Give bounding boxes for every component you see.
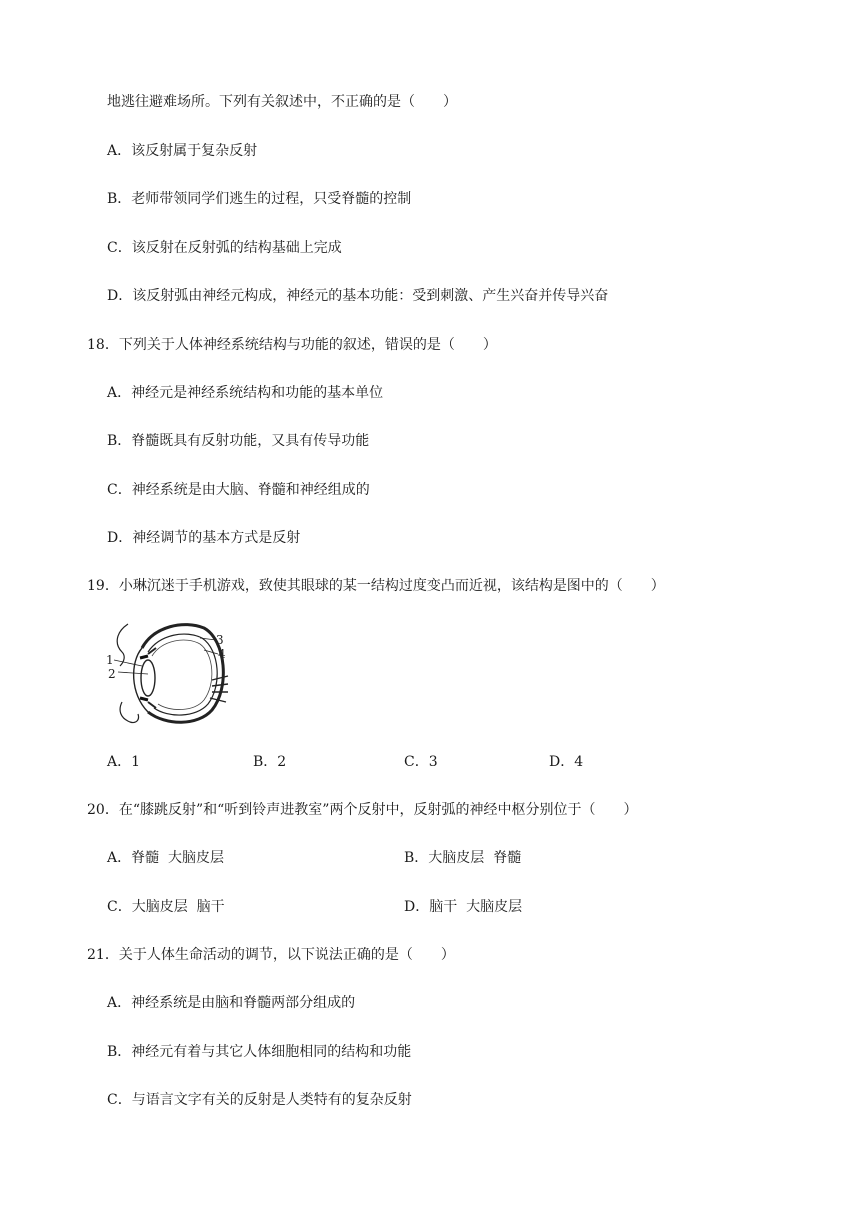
q21-option-c[interactable]: C．与语言文字有关的反射是人类特有的复杂反射 [107, 1092, 412, 1108]
q20-option-c[interactable]: C．大脑皮层 脑干 [107, 899, 225, 915]
q20-option-a[interactable]: A．脊髓 大脑皮层 [107, 850, 225, 866]
diagram-label-1: 1 [106, 653, 114, 667]
q21-option-a[interactable]: A．神经系统是由脑和脊髓两部分组成的 [107, 995, 356, 1011]
q20-option-d[interactable]: D．脑干 大脑皮层 [404, 899, 523, 915]
question-21-stem: 21．关于人体生命活动的调节，以下说法正确的是（ ） [87, 947, 455, 963]
q20-option-b[interactable]: B．大脑皮层 脊髓 [404, 850, 522, 866]
question-19-stem: 19．小琳沉迷于手机游戏，致使其眼球的某一结构过度变凸而近视，该结构是图中的（ ） [87, 578, 665, 594]
q18-option-a[interactable]: A．神经元是神经系统结构和功能的基本单位 [107, 385, 384, 401]
q17-option-c[interactable]: C．该反射在反射弧的结构基础上完成 [107, 240, 342, 256]
question-18-stem: 18．下列关于人体神经系统结构与功能的叙述，错误的是（ ） [87, 337, 497, 353]
question-17-continuation: 地逃往避难场所。下列有关叙述中，不正确的是（ ） [107, 94, 457, 110]
question-20-stem: 20．在“膝跳反射”和“听到铃声进教室”两个反射中，反射弧的神经中枢分别位于（ ） [87, 802, 638, 818]
q17-option-b[interactable]: B．老师带领同学们逃生的过程，只受脊髓的控制 [107, 191, 412, 207]
diagram-label-2: 2 [108, 667, 116, 681]
q18-option-c[interactable]: C．神经系统是由大脑、脊髓和神经组成的 [107, 482, 370, 498]
q19-option-c[interactable]: C．3 [404, 754, 438, 770]
q17-option-d[interactable]: D．该反射弧由神经元构成，神经元的基本功能：受到刺激、产生兴奋并传导兴奋 [107, 288, 609, 304]
q18-option-d[interactable]: D．神经调节的基本方式是反射 [107, 530, 301, 546]
q17-option-a[interactable]: A．该反射属于复杂反射 [107, 143, 258, 159]
q21-option-b[interactable]: B．神经元有着与其它人体细胞相同的结构和功能 [107, 1044, 412, 1060]
eyeball-diagram [104, 618, 232, 730]
q18-option-b[interactable]: B．脊髓既具有反射功能，又具有传导功能 [107, 433, 370, 449]
q19-option-b[interactable]: B．2 [253, 754, 287, 770]
diagram-label-3: 3 [216, 633, 224, 647]
diagram-label-4: 4 [218, 647, 226, 661]
q19-option-d[interactable]: D．4 [549, 754, 584, 770]
q19-option-a[interactable]: A．1 [107, 754, 141, 770]
